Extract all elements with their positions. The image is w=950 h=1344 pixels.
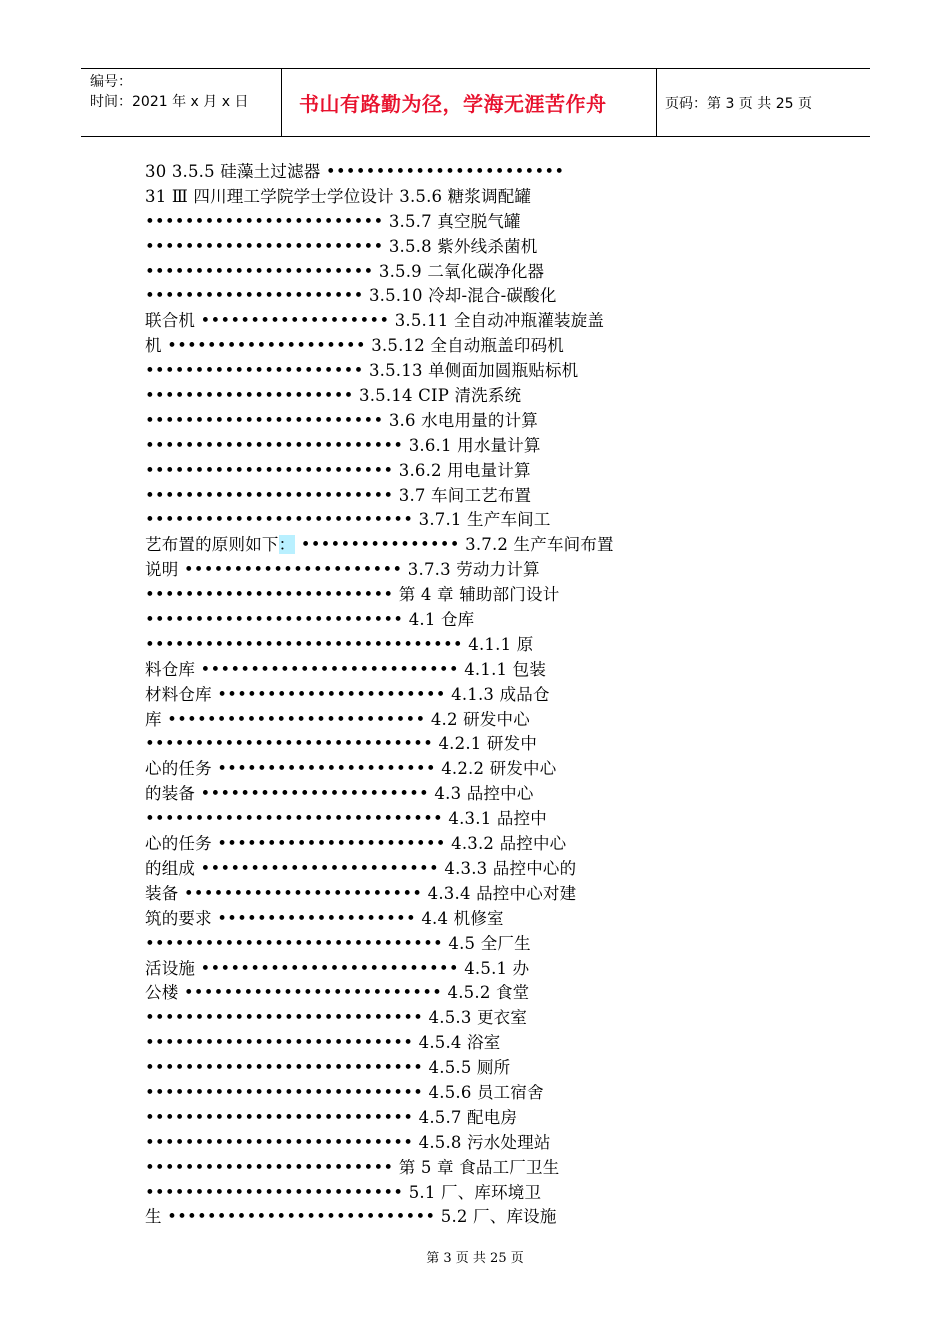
toc-line: ••••••••••••••••••••••••••• 4.5.7 配电房 xyxy=(145,1107,518,1127)
header-meta xyxy=(81,69,282,136)
toc-line: •••••••••••••••••••••••••••• 4.5.6 员工宿舍 xyxy=(145,1082,544,1102)
motto: 书山有路勤为径，学海无涯苦作舟 xyxy=(299,92,607,116)
toc-line: 机 •••••••••••••••••••• 3.5.12 全自动瓶盖印码机 xyxy=(145,336,564,356)
page-footer: 第 3 页 共 25 页 xyxy=(426,1251,524,1266)
toc-line: •••••••••••••••••••••••••• 5.1 厂、库环境卫 xyxy=(145,1182,542,1202)
date-label: 时间：2021 年 x 月 x 日 xyxy=(90,94,249,110)
toc-line: ••••••••••••••••••••••• 3.5.9 二氧化碳净化器 xyxy=(145,261,545,281)
toc-line: 材料仓库 ••••••••••••••••••••••• 4.1.3 成品仓 xyxy=(145,684,550,704)
toc-line: 心的任务 ••••••••••••••••••••••• 4.3.2 品控中心 xyxy=(145,834,567,854)
toc-line: •••••••••••••••••••••••••••• 4.5.3 更衣室 xyxy=(145,1008,528,1028)
toc-line: 公楼 •••••••••••••••••••••••••• 4.5.2 食堂 xyxy=(145,983,530,1003)
toc-line: 的组成 •••••••••••••••••••••••• 4.3.3 品控中心的 xyxy=(145,858,577,878)
toc-line: 库 •••••••••••••••••••••••••• 4.2 研发中心 xyxy=(145,709,530,729)
toc-line: ••••••••••••••••••••••••••• 4.5.4 浴室 xyxy=(145,1033,501,1053)
toc-line: 筑的要求 •••••••••••••••••••• 4.4 机修室 xyxy=(145,908,504,928)
toc-line: 活设施 •••••••••••••••••••••••••• 4.5.1 办 xyxy=(145,958,530,978)
toc-line: 料仓库 •••••••••••••••••••••••••• 4.1.1 包装 xyxy=(145,659,547,679)
toc-line: •••••••••••••••••••••••• 3.6 水电用量的计算 xyxy=(145,410,539,430)
toc-line: 联合机 ••••••••••••••••••• 3.5.11 全自动冲瓶灌装旋盖 xyxy=(145,311,605,331)
toc-line: •••••••••••••••••••••••• 3.5.7 真空脱气罐 xyxy=(145,211,521,231)
toc-line: ••••••••••••••••••••••••• 第 5 章 食品工厂卫生 xyxy=(145,1157,560,1177)
toc-line: 说明 •••••••••••••••••••••• 3.7.3 劳动力计算 xyxy=(145,560,540,580)
toc-body xyxy=(145,160,807,1230)
toc-line: •••••••••••••••••••••••••••• 4.5.5 厕所 xyxy=(145,1058,511,1078)
serial-label: 编号： xyxy=(90,74,132,90)
toc-line: ••••••••••••••••••••••••• 第 4 章 辅助部门设计 xyxy=(145,585,560,605)
toc-line: 30 3.5.5 硅藻土过滤器 •••••••••••••••••••••••• xyxy=(145,162,565,181)
toc-line: •••••••••••••••••••••••••• 4.1 仓库 xyxy=(145,610,475,630)
toc-line: •••••••••••••••••••••••• 3.5.8 紫外线杀菌机 xyxy=(145,236,538,256)
toc-line: •••••••••••••••••••••••••••••••• 4.1.1 原 xyxy=(145,634,534,654)
text-highlight: ： xyxy=(278,535,296,555)
toc-line: 心的任务 •••••••••••••••••••••• 4.2.2 研发中心 xyxy=(145,759,557,779)
toc-line: ••••••••••••••••••••••••••• 3.7.1 生产车间工 xyxy=(145,510,551,530)
page-header xyxy=(81,68,870,137)
header-page-info xyxy=(657,69,870,136)
toc-line: ••••••••••••••••••••••••••• 4.5.8 污水处理站 xyxy=(145,1132,551,1152)
toc-line: 31 Ⅲ 四川理工学院学士学位设计 3.5.6 糖浆调配罐 xyxy=(145,186,532,206)
toc-line: ••••••••••••••••••••••••• 3.7 车间工艺布置 xyxy=(145,485,532,505)
toc-line: 的装备 ••••••••••••••••••••••• 4.3 品控中心 xyxy=(145,784,534,804)
toc-line: 装备 •••••••••••••••••••••••• 4.3.4 品控中心对建 xyxy=(145,883,577,903)
header-motto-cell xyxy=(282,69,657,136)
toc-line: ••••••••••••••••••••••••••••• 4.2.1 研发中 xyxy=(145,734,538,754)
toc-line: •••••••••••••••••••••• 3.5.13 单侧面加圆瓶贴标机 xyxy=(145,361,579,381)
toc-line: 生 ••••••••••••••••••••••••••• 5.2 厂、库设施 xyxy=(145,1207,557,1227)
toc-line: •••••••••••••••••••••• 3.5.10 冷却-混合-碳酸化 xyxy=(145,286,557,306)
toc-line: ••••••••••••••••••••••••• 3.6.2 用电量计算 xyxy=(145,460,531,480)
toc-line: •••••••••••••••••••••••••••••• 4.3.1 品控中 xyxy=(145,809,547,829)
toc-line: •••••••••••••••••••••••••• 3.6.1 用水量计算 xyxy=(145,435,541,455)
page-info: 页码：第 3 页 共 25 页 xyxy=(665,95,812,112)
toc-line: •••••••••••••••••••••••••••••• 4.5 全厂生 xyxy=(145,933,531,953)
toc-line: ••••••••••••••••••••• 3.5.14 CIP 清洗系统 xyxy=(145,386,522,406)
toc-line: 艺布置的原则如下： •••••••••••••••• 3.7.2 生产车间布置 xyxy=(145,535,614,555)
